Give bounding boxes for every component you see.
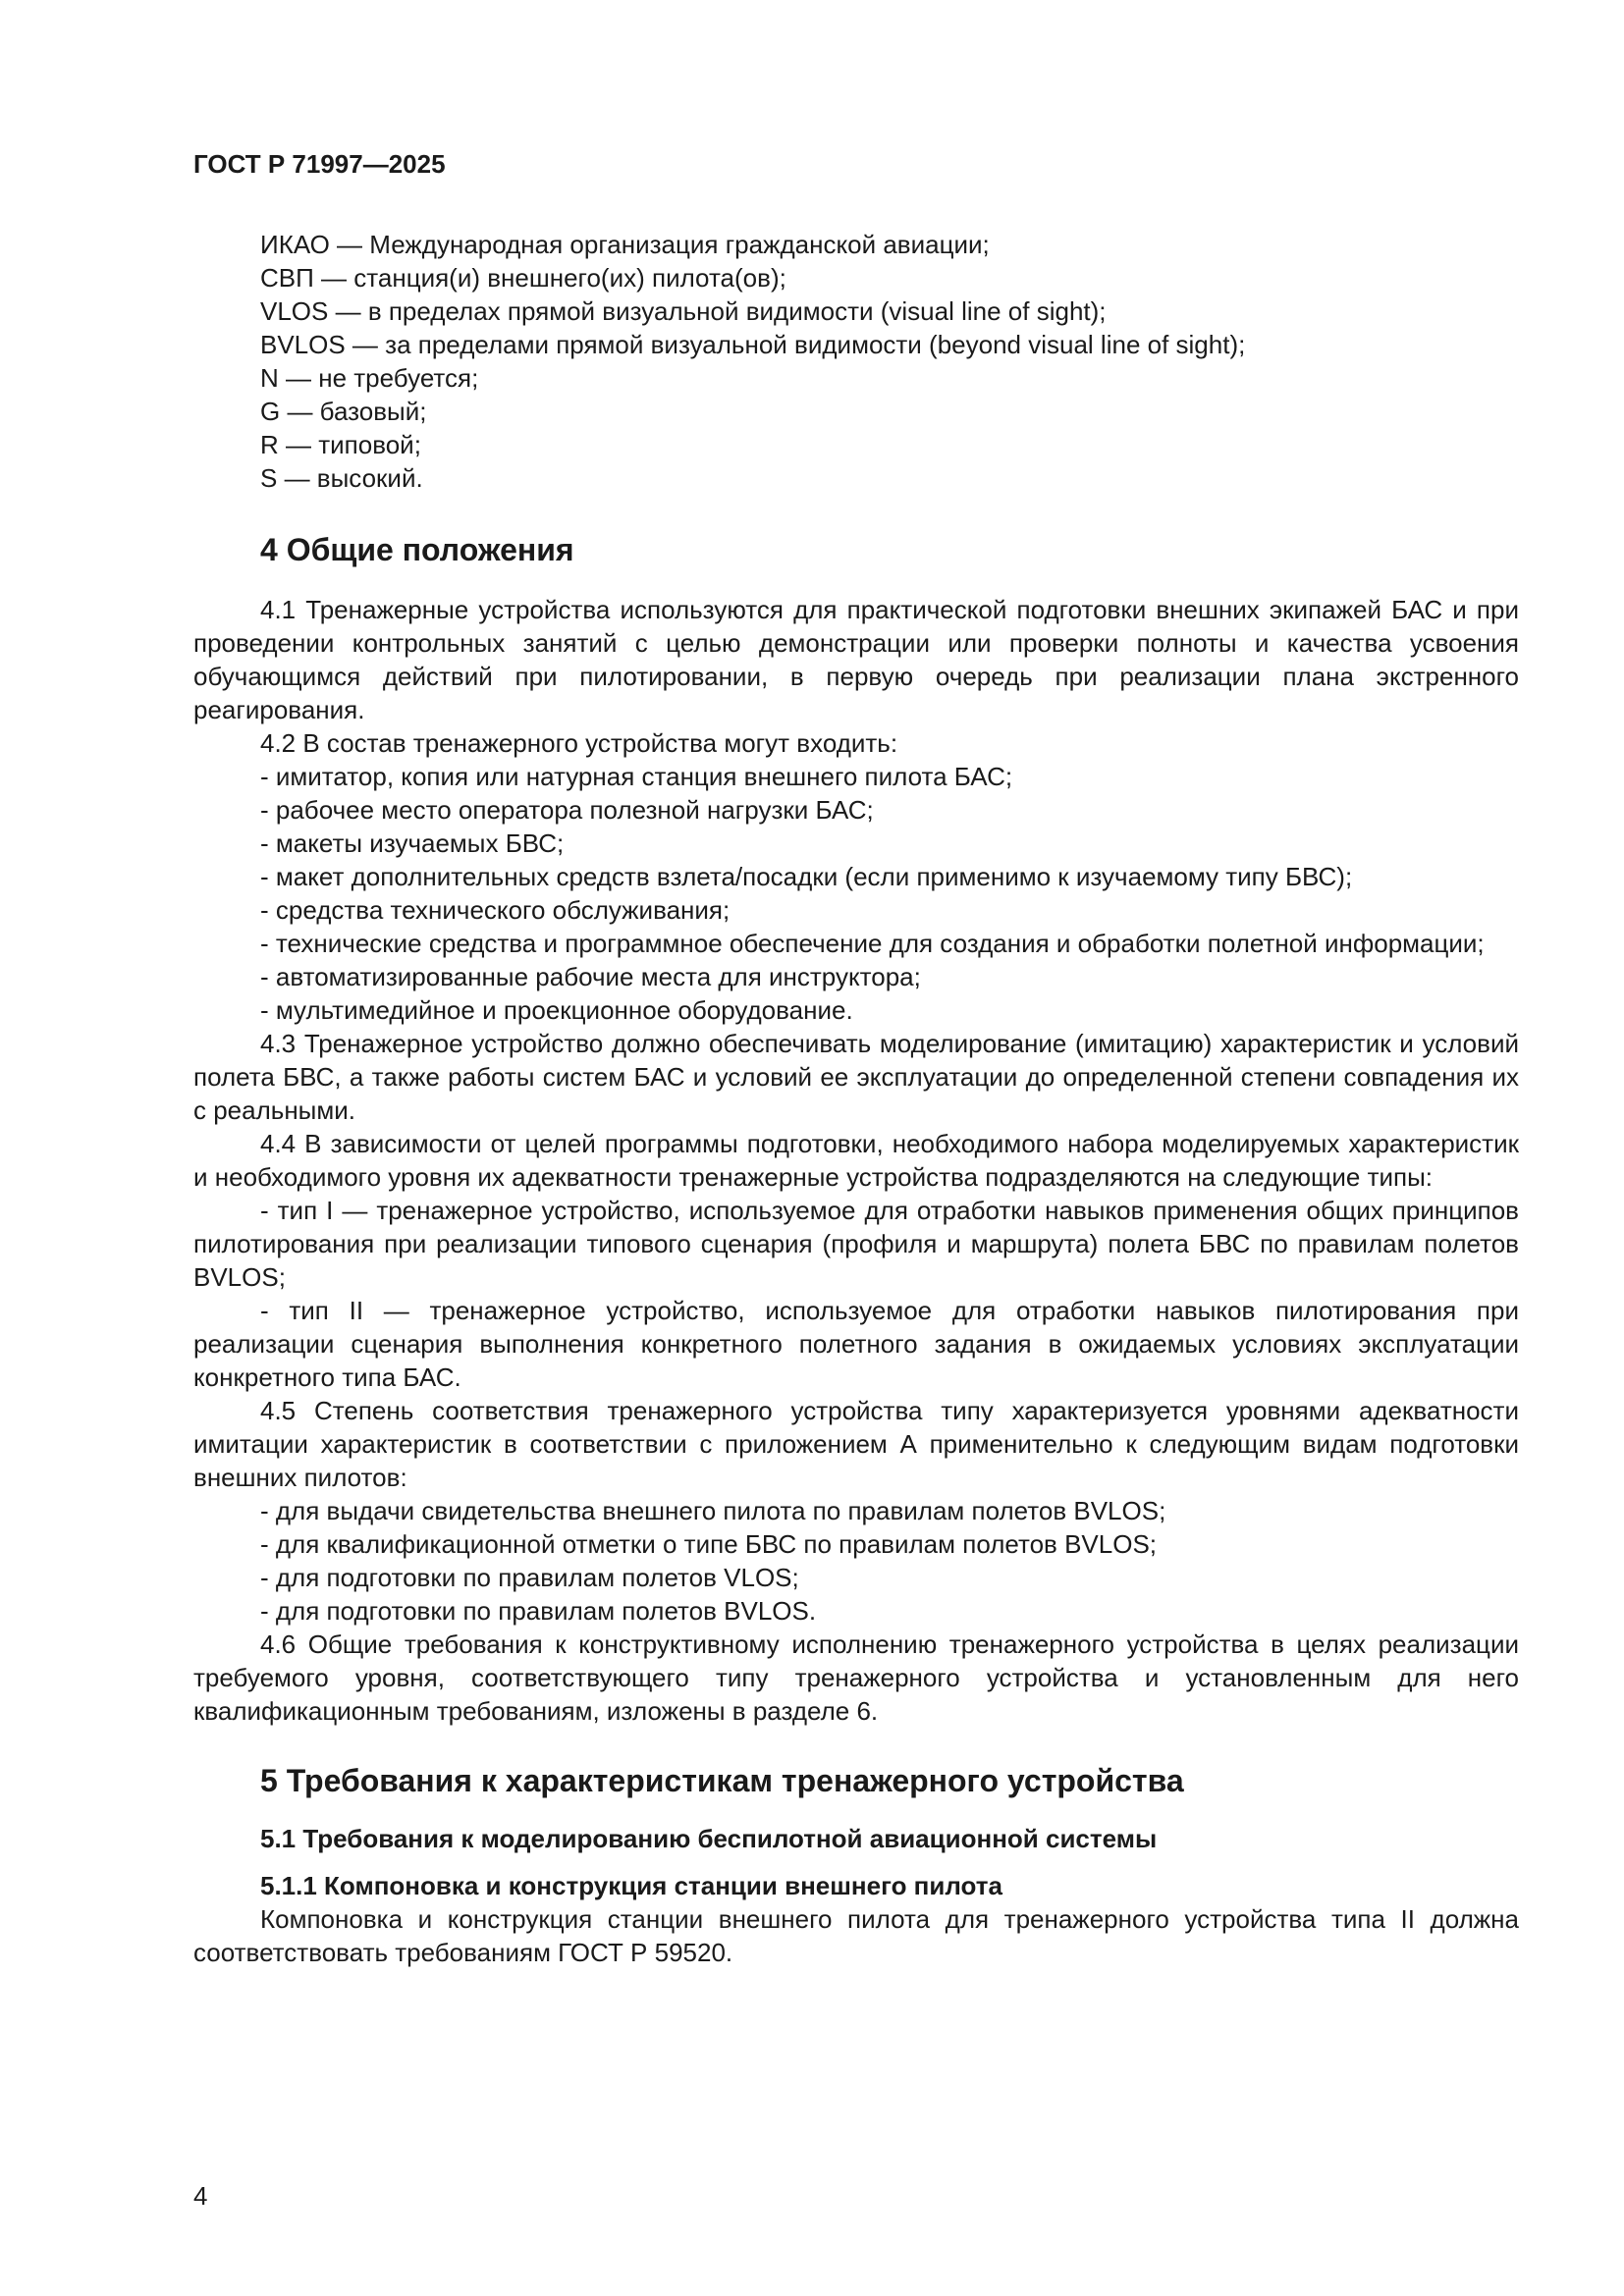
subsection-5-1-title: 5.1 Требования к моделированию беспилотной авиационной системы [260, 1824, 1158, 1853]
abbreviation-item: S — высокий. [260, 463, 423, 493]
abbreviation-item: R — типовой; [260, 430, 421, 459]
abbreviation-item: N — не требуется; [260, 363, 479, 393]
list-item: - тип I — тренажерное устройство, используемое для отработки навыков применения общих принципов пилотирования при реализации типового сценария (профиля и маршрута) полета БВС по правилам полетов BVLOS; [193, 1196, 1519, 1292]
document-body [193, 530, 1519, 1969]
paragraph-4-3: 4.3 Тренажерное устройство должно обеспечивать моделирование (имитацию) характеристик и условий полета БВС, а также работы систем БАС и условий ее эксплуатации до определенной степени совпадения их с реальными. [193, 1029, 1519, 1125]
list-item: - макеты изучаемых БВС; [260, 828, 565, 858]
section-5-title: 5 Требования к характеристикам тренажерного устройства [260, 1763, 1184, 1798]
paragraph-4-6: 4.6 Общие требования к конструктивному исполнению тренажерного устройства в целях реализации требуемого уровня, соответствующего типу тренажерного устройства и установленным для него квалификационным требованиям, изложены в разделе 6. [193, 1629, 1519, 1726]
paragraph-4-5: 4.5 Степень соответствия тренажерного устройства типу характеризуется уровнями адекватности имитации характеристик в соответствии с приложением А применительно к следующим видам подготовки внешних пилотов: [193, 1396, 1519, 1492]
list-item: - технические средства и программное обеспечение для создания и обработки полетной информации; [260, 929, 1485, 958]
abbreviation-item: ИКАО — Международная организация гражданской авиации; [260, 230, 990, 259]
paragraph-4-1: 4.1 Тренажерные устройства используются для практической подготовки внешних экипажей БАС и при проведении контрольных занятий с целью демонстрации или проверки полноты и качества усвоения обучающимся действий при пилотировании, в первую очередь при реализации плана экстренного реагирования. [193, 595, 1519, 724]
paragraph-4-4: 4.4 В зависимости от целей программы подготовки, необходимого набора моделируемых характеристик и необходимого уровня их адекватности тренажерные устройства подразделяются на следующие типы: [193, 1129, 1519, 1192]
abbreviation-item: G — базовый; [260, 397, 427, 426]
page-number: 4 [193, 2181, 208, 2211]
list-item: - имитатор, копия или натурная станция внешнего пилота БАС; [260, 762, 1013, 791]
list-item: - мультимедийное и проекционное оборудование. [260, 995, 853, 1025]
subsection-5-1-1-title: 5.1.1 Компоновка и конструкция станции внешнего пилота [260, 1871, 1002, 1900]
list-item: - для выдачи свидетельства внешнего пилота по правилам полетов BVLOS; [260, 1496, 1166, 1525]
document-header: ГОСТ Р 71997—2025 [193, 149, 446, 179]
section-4-title: 4 Общие положения [260, 532, 574, 567]
list-item: - для подготовки по правилам полетов VLOS; [260, 1563, 799, 1592]
list-item: - макет дополнительных средств взлета/посадки (если применимо к изучаемому типу БВС); [260, 862, 1353, 891]
list-item: - рабочее место оператора полезной нагрузки БАС; [260, 795, 874, 825]
paragraph-4-2: 4.2 В состав тренажерного устройства могут входить: [260, 728, 898, 758]
paragraph-5-1-1: Компоновка и конструкция станции внешнего пилота для тренажерного устройства типа II должна соответствовать требованиям ГОСТ Р 59520. [193, 1904, 1519, 1967]
list-item: - тип II — тренажерное устройство, используемое для отработки навыков пилотирования при реализации сценария выполнения конкретного полетного задания в ожидаемых условиях эксплуатации конкретного типа БАС. [193, 1296, 1519, 1392]
list-item: - для подготовки по правилам полетов BVLOS. [260, 1596, 817, 1626]
list-item: - автоматизированные рабочие места для инструктора; [260, 962, 921, 991]
list-item: - средства технического обслуживания; [260, 895, 731, 925]
list-item: - для квалификационной отметки о типе БВС по правилам полетов BVLOS; [260, 1529, 1158, 1559]
abbreviation-item: СВП — станция(и) внешнего(их) пилота(ов); [260, 263, 786, 293]
abbreviation-item: BVLOS — за пределами прямой визуальной видимости (beyond visual line of sight); [260, 330, 1246, 359]
abbreviation-list [260, 228, 1245, 495]
abbreviation-item: VLOS — в пределах прямой визуальной видимости (visual line of sight); [260, 296, 1107, 326]
